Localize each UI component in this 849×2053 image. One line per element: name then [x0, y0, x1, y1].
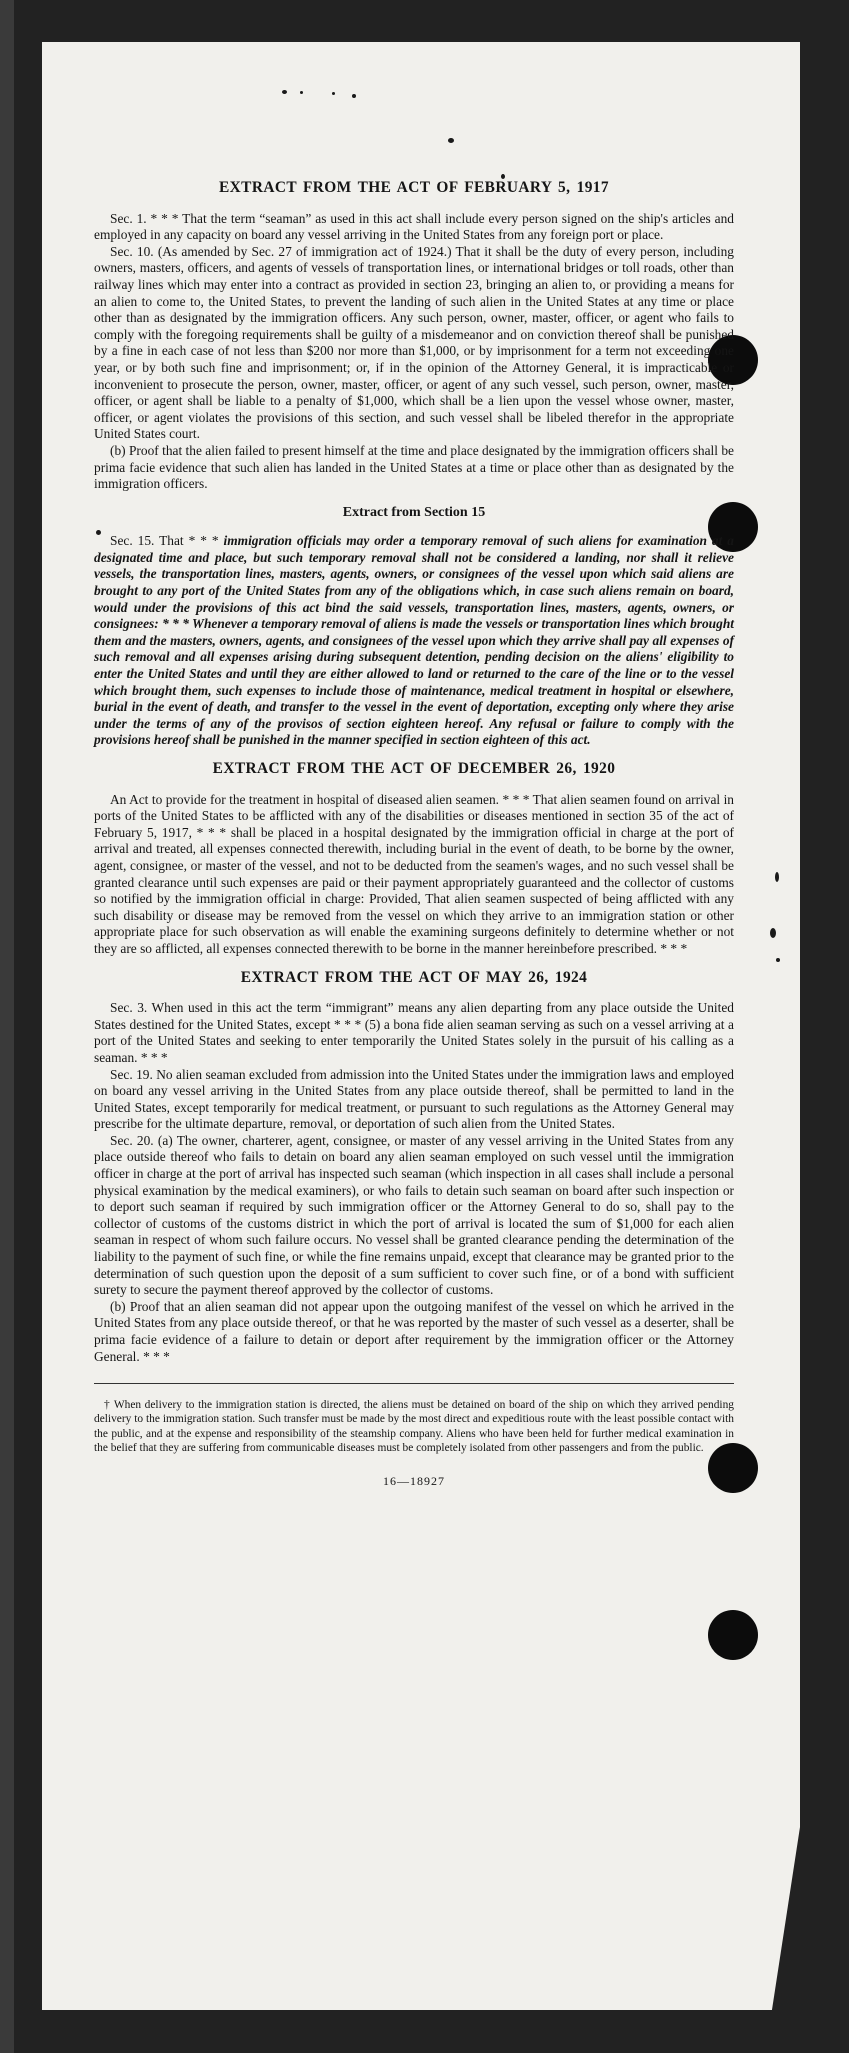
ink-speck	[282, 90, 287, 94]
ink-speck	[770, 928, 776, 938]
paragraph: (b) Proof that the alien failed to present himself at the time and place designated by the immigration officers shall be prima facie evidence that such alien has landed in the United States at a time or place other than as designated by the immigration officers.	[94, 442, 734, 492]
section-act-1924	[94, 970, 734, 1366]
paragraph: Sec. 3. When used in this act the term “immigrant” means any alien departing from any place outside the United States destined for the United States, except * * * (5) a bona fide alien seaman serving as such on a vessel arriving at a port of the United States and seeking to enter temporarily the United States solely in the pursuit of his calling as a seaman. * * *	[94, 1000, 734, 1065]
footnote-divider	[94, 1383, 734, 1384]
ink-speck	[775, 872, 779, 882]
ink-speck	[332, 92, 335, 95]
footnote-text: † When delivery to the immigration station is directed, the aliens must be detained on board of the ship on which they arrived pending delivery to the immigration station. Such transfer must be made by the most direct and expeditious route with the least possible contact with the public, and at the expense and responsibility of the steamship company. Aliens who have been held for further medical examination in the belief that they are suffering from communicable diseases must be completely isolated from other passengers and from the public.	[94, 1399, 734, 1454]
section-heading: EXTRACT FROM THE ACT OF MAY 26, 1924	[240, 968, 588, 986]
form-number: 16—18927	[383, 1474, 445, 1488]
section-heading: Extract from Section 15	[342, 504, 486, 520]
ink-speck	[300, 91, 303, 94]
paragraph: Sec. 1. * * * That the term “seaman” as used in this act shall include every person signed on the ship's articles and employed in any capacity on board any vessel arriving in the United States from any foreign port or place.	[94, 210, 734, 243]
punch-hole	[708, 1610, 758, 1660]
document-content	[94, 180, 734, 1490]
ink-speck	[776, 958, 780, 962]
footnote	[94, 1398, 734, 1455]
italic-paragraph: immigration officials may order a temporary removal of such aliens for examination at a designated time and place, but such temporary removal shall not be considered a landing, nor shall it relieve vessels, the transportation lines, masters, agents, owners, or consignees of the vessel upon which said aliens are brought to any port of the United States from any of the obligations which, in case such aliens remain on board, would under the provisions of this act bind the said vessels, transportation lines, masters, agents, owners, or consignees: * * * Whenever a temporary removal of aliens is made the vessels or transportation lines which brought them and the masters, owners, agents, and consignees of the vessel upon which they arrive shall pay all expenses of such removal and all expenses arising during subsequent detention, pending decision on the aliens' eligibility to enter the United States and until they are either allowed to land or returned to the care of the line or to the vessel which brought them, such expenses to include those of maintenance, medical treatment in hospital or elsewhere, burial in the event of death, and transfer to the vessel in the event of deportation, excepting only where they arise under the terms of any of the provisos of section eighteen hereof. Any refusal or failure to comply with the provisions hereof shall be punished in the manner specified in section eighteen of this act.	[94, 533, 734, 748]
section-act-1917	[94, 180, 734, 493]
paragraph	[94, 533, 734, 749]
paragraph: Sec. 19. No alien seaman excluded from admission into the United States under the immigration laws and employed on board any vessel arriving in the United States from any place outside thereof, shall be permitted to land in the United States, except temporarily for medical treatment, or pursuant to such regulations as the Attorney General may prescribe for the ultimate departure, removal, or deportation of such alien from the United States.	[94, 1066, 734, 1132]
section-act-1920	[94, 761, 734, 958]
paragraph: Sec. 20. (a) The owner, charterer, agent, consignee, or master of any vessel arriving in the United States from any place outside thereof who fails to detain on board any alien seaman employed on such vessel until the immigration officer in charge at the port of arrival has inspected such seaman (which inspection in all cases shall include a personal physical examination by the medical examiners), or who fails to detain such seaman on board after such inspection or to deport such seaman if required by such immigration officer or the Attorney General to do so, shall pay to the collector of customs of the customs district in which the port of arrival is located the sum of $1,000 for each alien seaman in respect of whom such failure occurs. No vessel shall be granted clearance pending the determination of the liability to the payment of such fine, or while the fine remains unpaid, except that clearance may be granted prior to the determination of such question upon the deposit of a sum sufficient to cover such fine, or of a bond with sufficient surety to secure the payment thereof approved by the collector of customs.	[94, 1132, 734, 1298]
section-heading: EXTRACT FROM THE ACT OF FEBRUARY 5, 1917	[218, 179, 610, 196]
paragraph: (b) Proof that an alien seaman did not appear upon the outgoing manifest of the vessel on which he arrived in the United States from any place outside thereof, or that he was reported by the master of such vessel as a deserter, shall be prima facie evidence of a failure to detain or deport after requirement by the immigration officer or the Attorney General. * * *	[94, 1298, 734, 1364]
paragraph: An Act to provide for the treatment in hospital of diseased alien seamen. * * * That alien seamen found on arrival in ports of the United States to be afflicted with any of the disabilities or diseases mentioned in section 35 of the act of February 5, 1917, * * * shall be placed in a hospital designated by the immigration official in charge at the port of arrival and treated, all expenses connected therewith, including burial in the event of death, to be borne by the owner, agent, consignee, or master of the vessel, and not to be deducted from the seamen's wages, and no such vessel shall be granted clearance until such expenses are paid or their payment appropriately guaranteed and the collector of customs so notified by the immigration official in charge: Provided, That alien seamen suspected of being afflicted with any such disability or disease may be removed from the vessel on which they arrive to an immigration station or other appropriate place for such observation as will enable the examining surgeons definitely to determine whether or not they are so afflicted, all expenses connected therewith to be borne in the manner hereinbefore prescribed. * * *	[94, 791, 734, 956]
paragraph: Sec. 10. (As amended by Sec. 27 of immigration act of 1924.) That it shall be the duty of every person, including owners, masters, officers, and agents of vessels of transportation lines, or international bridges or toll roads, other than railway lines which may enter into a contract as provided in section 23, bringing an alien to, or providing a means for an alien to come to, the United States, to prevent the landing of such alien in the United States at any time or place other than as designated by the immigration officers. Any such person, owner, master, officer, or agent who fails to comply with the foregoing requirements shall be guilty of a misdemeanor and on conviction thereof shall be punished by a fine in each case of not less than $200 nor more than $1,000, or by imprisonment for a term not exceeding one year, or by both such fine and imprisonment; or, if in the opinion of the Attorney General, it is impracticable or inconvenient to prosecute the person, owner, master, officer, or agent of any such vessel, such person, owner, master, officer, or agent shall be liable to a penalty of $1,000, which shall be a lien upon the vessel whose owner, master, officer, or agent violates the provisions of this section, and such vessel shall be libeled therefor in the appropriate United States court.	[94, 243, 734, 442]
paragraph-lead: Sec. 15. That * * *	[110, 533, 219, 549]
ink-speck	[448, 138, 454, 143]
section-extract-15	[94, 505, 734, 749]
scanner-edge	[0, 0, 14, 2053]
ink-speck	[352, 94, 356, 98]
section-heading: EXTRACT FROM THE ACT OF DECEMBER 26, 1920	[212, 760, 616, 777]
